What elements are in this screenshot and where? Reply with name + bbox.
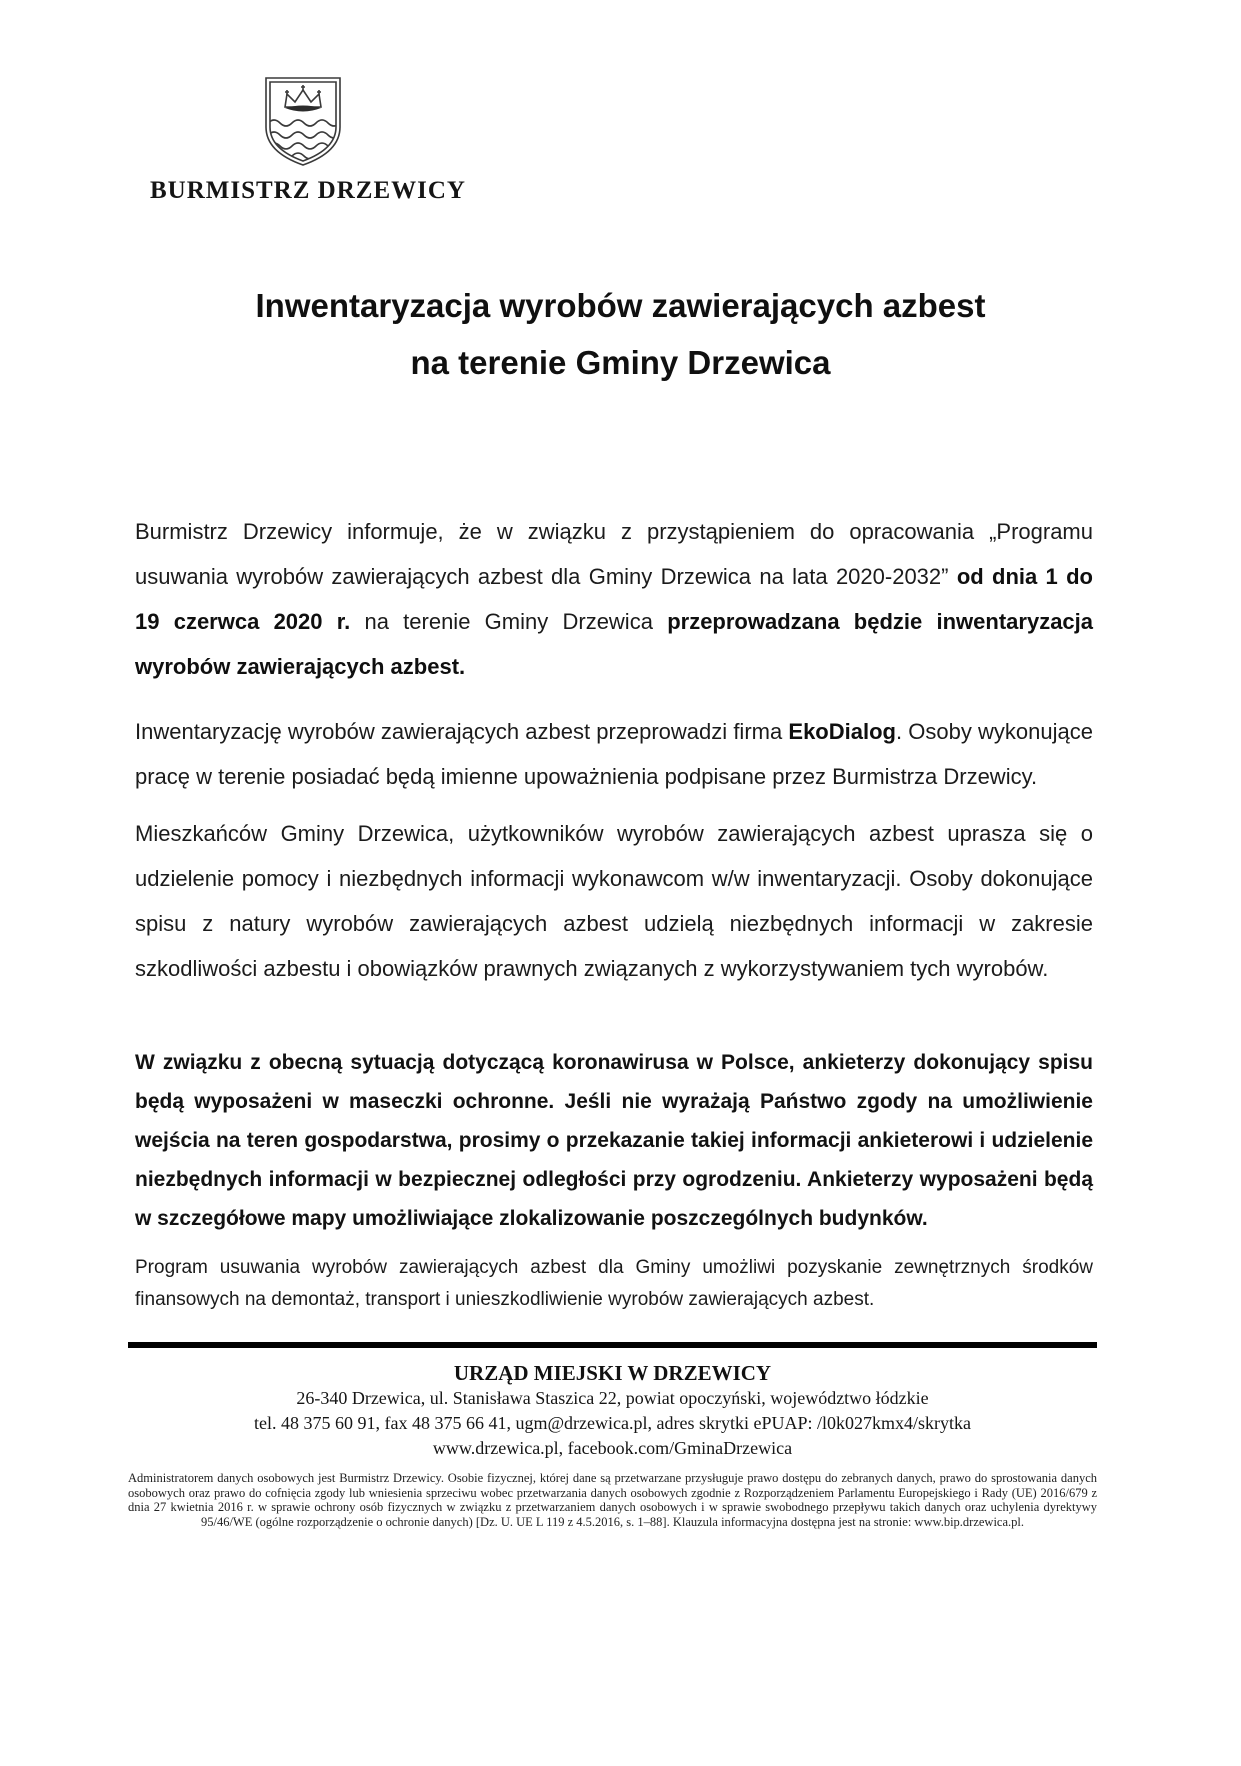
footer-gdpr-clause: Administratorem danych osobowych jest Burmistrz Drzewicy. Osobie fizycznej, której dane są przetwarzane przysługuje prawo dostępu do zebranych danych, prawo do sprostowania danych osobowych oraz prawo do cofnięcia zgody lub wniesienia sprzeciwu wobec przetwarzania danych osobowych zgodnie z Rozporządzeniem Parlamentu Europejskiego i Rady (UE) 2016/679 z dnia 27 kwietnia 2016 r. w sprawie ochrony osób fizycznych w związku z przetwarzaniem danych osobowych i w sprawie swobodnego przepływu takich danych oraz uchylenia dyrektywy 95/46/WE (ogólne rozporządzenie o ochronie danych) [Dz. U. UE L 119 z 4.5.2016, s. 1–88]. Klauzula informacyjna dostępna jest na stronie: www.bip.drzewica.pl. <box>128 1471 1097 1529</box>
document-title-line1: Inwentaryzacja wyrobów zawierających azbest <box>255 287 986 324</box>
document-title <box>0 277 1241 391</box>
document-title-line2: na terenie Gminy Drzewica <box>410 344 831 381</box>
announcement-dates-bold: od dnia 1 do 19 czerwca 2020 r. <box>135 564 1093 634</box>
footer-websites: www.drzewica.pl, facebook.com/GminaDrzewica <box>432 1438 793 1458</box>
paragraph-covid-notice: W związku z obecną sytuacją dotyczącą koronawirusa w Polsce, ankieterzy dokonujący spisu będą wyposażeni w maseczki ochronne. Jeśli nie wyrażają Państwo zgody na umożliwienie wejścia na teren gospodarstwa, prosimy o przekazanie takiej informacji ankieterowi i udzielenie niezbędnych informacji w bezpiecznej odległości przy ogrodzeniu. Ankieterzy wyposażeni będą w szczegółowe mapy umożliwiające zlokalizowanie poszczególnych budynków. <box>135 1051 1093 1230</box>
paragraph-announcement <box>135 509 1093 689</box>
paragraph-program-benefits: Program usuwania wyrobów zawierających azbest dla Gminy umożliwi pozyskanie zewnętrznych środków finansowych na demontaż, transport i unieszkodliwienie wyrobów zawierających azbest. <box>135 1257 1093 1310</box>
letterhead <box>150 75 466 205</box>
contractor-name-bold: EkoDialog <box>788 719 896 744</box>
contractor-text-2: . Osoby wykonujące pracę w terenie posiadać będą imienne upoważnienia podpisane przez Burmistrza Drzewicy. <box>135 719 1093 789</box>
footer-address: 26-340 Drzewica, ul. Stanisława Staszica 22, powiat opoczyński, województwo łódzkie <box>296 1388 929 1408</box>
footer-contact: tel. 48 375 60 91, fax 48 375 66 41, ugm@drzewica.pl, adres skrytki ePUAP: /l0k027kmx4/skrytka <box>254 1413 971 1433</box>
coat-of-arms-icon <box>263 75 343 167</box>
footer-divider <box>128 1342 1097 1348</box>
footer-office-name: URZĄD MIEJSKI W DRZEWICY <box>453 1361 772 1385</box>
footer <box>128 1342 1097 1529</box>
announcement-text: Burmistrz Drzewicy informuje, że w związku z przystąpieniem do opracowania „Programu usuwania wyrobów zawierających azbest dla Gminy Drzewica na lata 2020-2032” <box>135 519 1093 589</box>
paragraph-contractor <box>135 709 1093 799</box>
document-body <box>135 509 1093 1316</box>
authority-name: BURMISTRZ DRZEWICY <box>150 177 466 204</box>
announcement-action-bold: przeprowadzana będzie inwentaryzacja wyrobów zawierających azbest. <box>135 609 1094 679</box>
contractor-text: Inwentaryzację wyrobów zawierających azbest przeprowadzi firma <box>135 719 789 744</box>
paragraph-residents-request: Mieszkańców Gminy Drzewica, użytkowników wyrobów zawierających azbest uprasza się o udzielenie pomocy i niezbędnych informacji wykonawcom w/w inwentaryzacji. Osoby dokonujące spisu z natury wyrobów zawierających azbest udzielą niezbędnych informacji w zakresie szkodliwości azbestu i obowiązków prawnych związanych z wykorzystywaniem tych wyrobów. <box>135 821 1093 981</box>
crown-icon <box>285 85 321 112</box>
announcement-text-2: na terenie Gminy Drzewica <box>350 609 668 634</box>
